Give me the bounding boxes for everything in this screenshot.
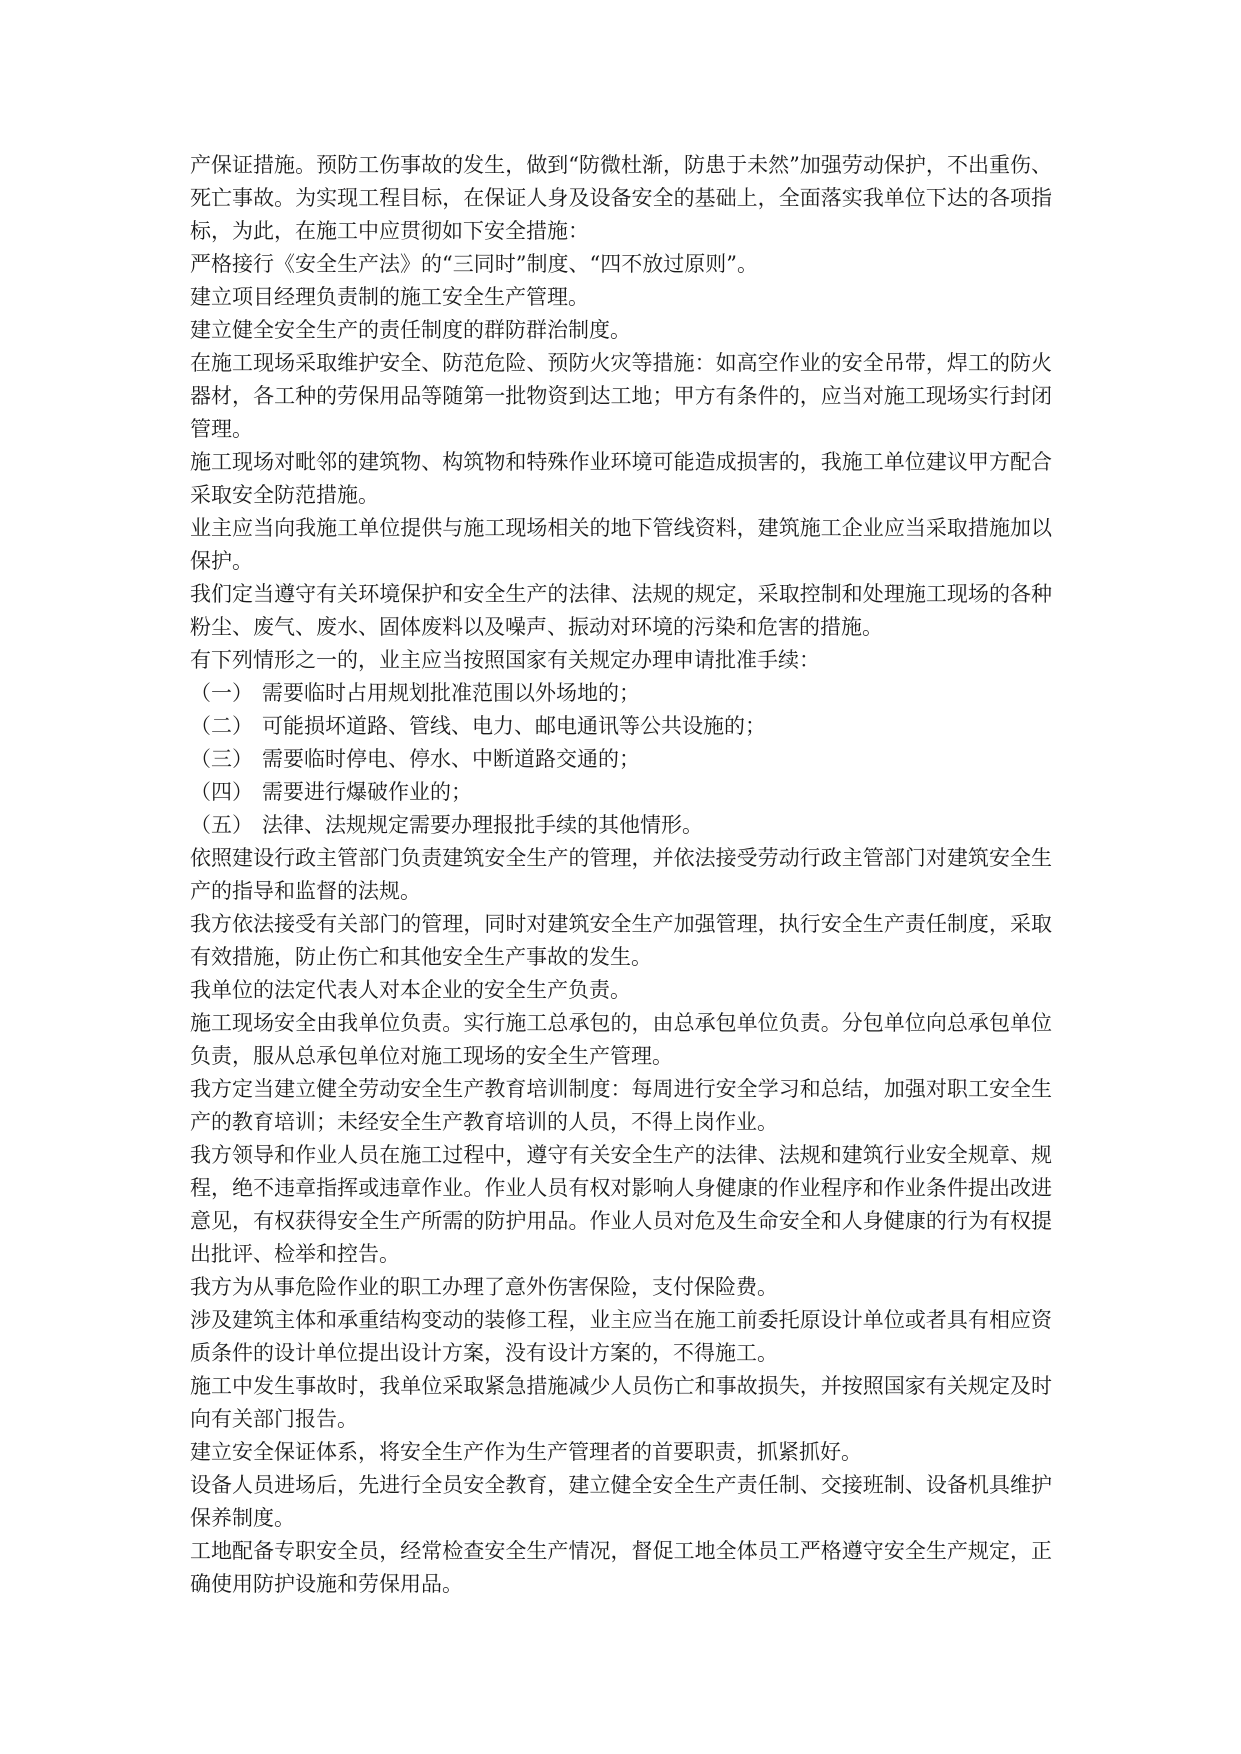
paragraph: 我方依法接受有关部门的管理，同时对建筑安全生产加强管理，执行安全生产责任制度，采取有效措施，防止伤亡和其他安全生产事故的发生。 (190, 912, 1052, 969)
list-item-number: （四） (190, 780, 253, 804)
list-item (190, 710, 1052, 743)
paragraph: 设备人员进场后，先进行全员安全教育，建立健全安全生产责任制、交接班制、设备机具维护保养制度。 (190, 1473, 1052, 1530)
paragraph: 建立项目经理负责制的施工安全生产管理。 (190, 285, 589, 309)
paragraph: 业主应当向我施工单位提供与施工现场相关的地下管线资料，建筑施工企业应当采取措施加以保护。 (190, 516, 1052, 573)
paragraph: 我们定当遵守有关环境保护和安全生产的法律、法规的规定，采取控制和处理施工现场的各种粉尘、废气、废水、固体废料以及噪声、振动对环境的污染和危害的措施。 (190, 582, 1052, 639)
list-item (190, 809, 1052, 842)
list-item-text: 需要临时占用规划批准范围以外场地的； (262, 681, 640, 705)
list-item-number: （二） (190, 714, 253, 738)
paragraph: 建立安全保证体系，将安全生产作为生产管理者的首要职责，抓紧抓好。 (190, 1440, 862, 1464)
paragraph: 建立健全安全生产的责任制度的群防群治制度。 (190, 318, 631, 342)
list-item-number: （一） (190, 681, 253, 705)
paragraph: 涉及建筑主体和承重结构变动的装修工程，业主应当在施工前委托原设计单位或者具有相应资质条件的设计单位提出设计方案，没有设计方案的，不得施工。 (190, 1308, 1052, 1365)
paragraph: 工地配备专职安全员，经常检查安全生产情况，督促工地全体员工严格遵守安全生产规定，正确使用防护设施和劳保用品。 (190, 1539, 1052, 1596)
list-item-text: 可能损坏道路、管线、电力、邮电通讯等公共设施的； (262, 714, 766, 738)
paragraph: 依照建设行政主管部门负责建筑安全生产的管理，并依法接受劳动行政主管部门对建筑安全生产的指导和监督的法规。 (190, 846, 1052, 903)
list-item-text: 需要临时停电、停水、中断道路交通的； (262, 747, 640, 771)
list-item (190, 776, 1052, 809)
list-item (190, 677, 1052, 710)
paragraph: 我方定当建立健全劳动安全生产教育培训制度：每周进行安全学习和总结，加强对职工安全生产的教育培训；未经安全生产教育培训的人员，不得上岗作业。 (190, 1077, 1052, 1134)
list-item-number: （五） (190, 813, 253, 837)
paragraph: 我方为从事危险作业的职工办理了意外伤害保险，支付保险费。 (190, 1275, 778, 1299)
paragraph: 我单位的法定代表人对本企业的安全生产负责。 (190, 978, 631, 1002)
paragraph: 施工中发生事故时，我单位采取紧急措施减少人员伤亡和事故损失，并按照国家有关规定及时向有关部门报告。 (190, 1374, 1052, 1431)
paragraph: 有下列情形之一的，业主应当按照国家有关规定办理申请批准手续： (190, 648, 820, 672)
paragraph: 严格接行《安全生产法》的“三同时”制度、“四不放过原则”。 (190, 252, 758, 276)
list-item-text: 法律、法规规定需要办理报批手续的其他情形。 (262, 813, 703, 837)
list-item-text: 需要进行爆破作业的； (262, 780, 472, 804)
paragraph: 施工现场对毗邻的建筑物、构筑物和特殊作业环境可能造成损害的，我施工单位建议甲方配合采取安全防范措施。 (190, 450, 1052, 507)
paragraph: 在施工现场采取维护安全、防范危险、预防火灾等措施：如高空作业的安全吊带，焊工的防火器材，各工种的劳保用品等随第一批物资到达工地；甲方有条件的，应当对施工现场实行封闭管理。 (190, 351, 1052, 441)
list-item (190, 743, 1052, 776)
list-item-number: （三） (190, 747, 253, 771)
paragraph: 产保证措施。预防工伤事故的发生，做到“防微杜渐，防患于未然”加强劳动保护，不出重伤、死亡事故。为实现工程目标，在保证人身及设备安全的基础上，全面落实我单位下达的各项指标，为此，在施工中应贯彻如下安全措施： (190, 153, 1052, 243)
paragraph: 施工现场安全由我单位负责。实行施工总承包的，由总承包单位负责。分包单位向总承包单位负责，服从总承包单位对施工现场的安全生产管理。 (190, 1011, 1052, 1068)
paragraph: 我方领导和作业人员在施工过程中，遵守有关安全生产的法律、法规和建筑行业安全规章、规程，绝不违章指挥或违章作业。作业人员有权对影响人身健康的作业程序和作业条件提出改进意见，有权获得安全生产所需的防护用品。作业人员对危及生命安全和人身健康的行为有权提出批评、检举和控告。 (190, 1143, 1052, 1266)
document-body (190, 149, 1052, 1601)
